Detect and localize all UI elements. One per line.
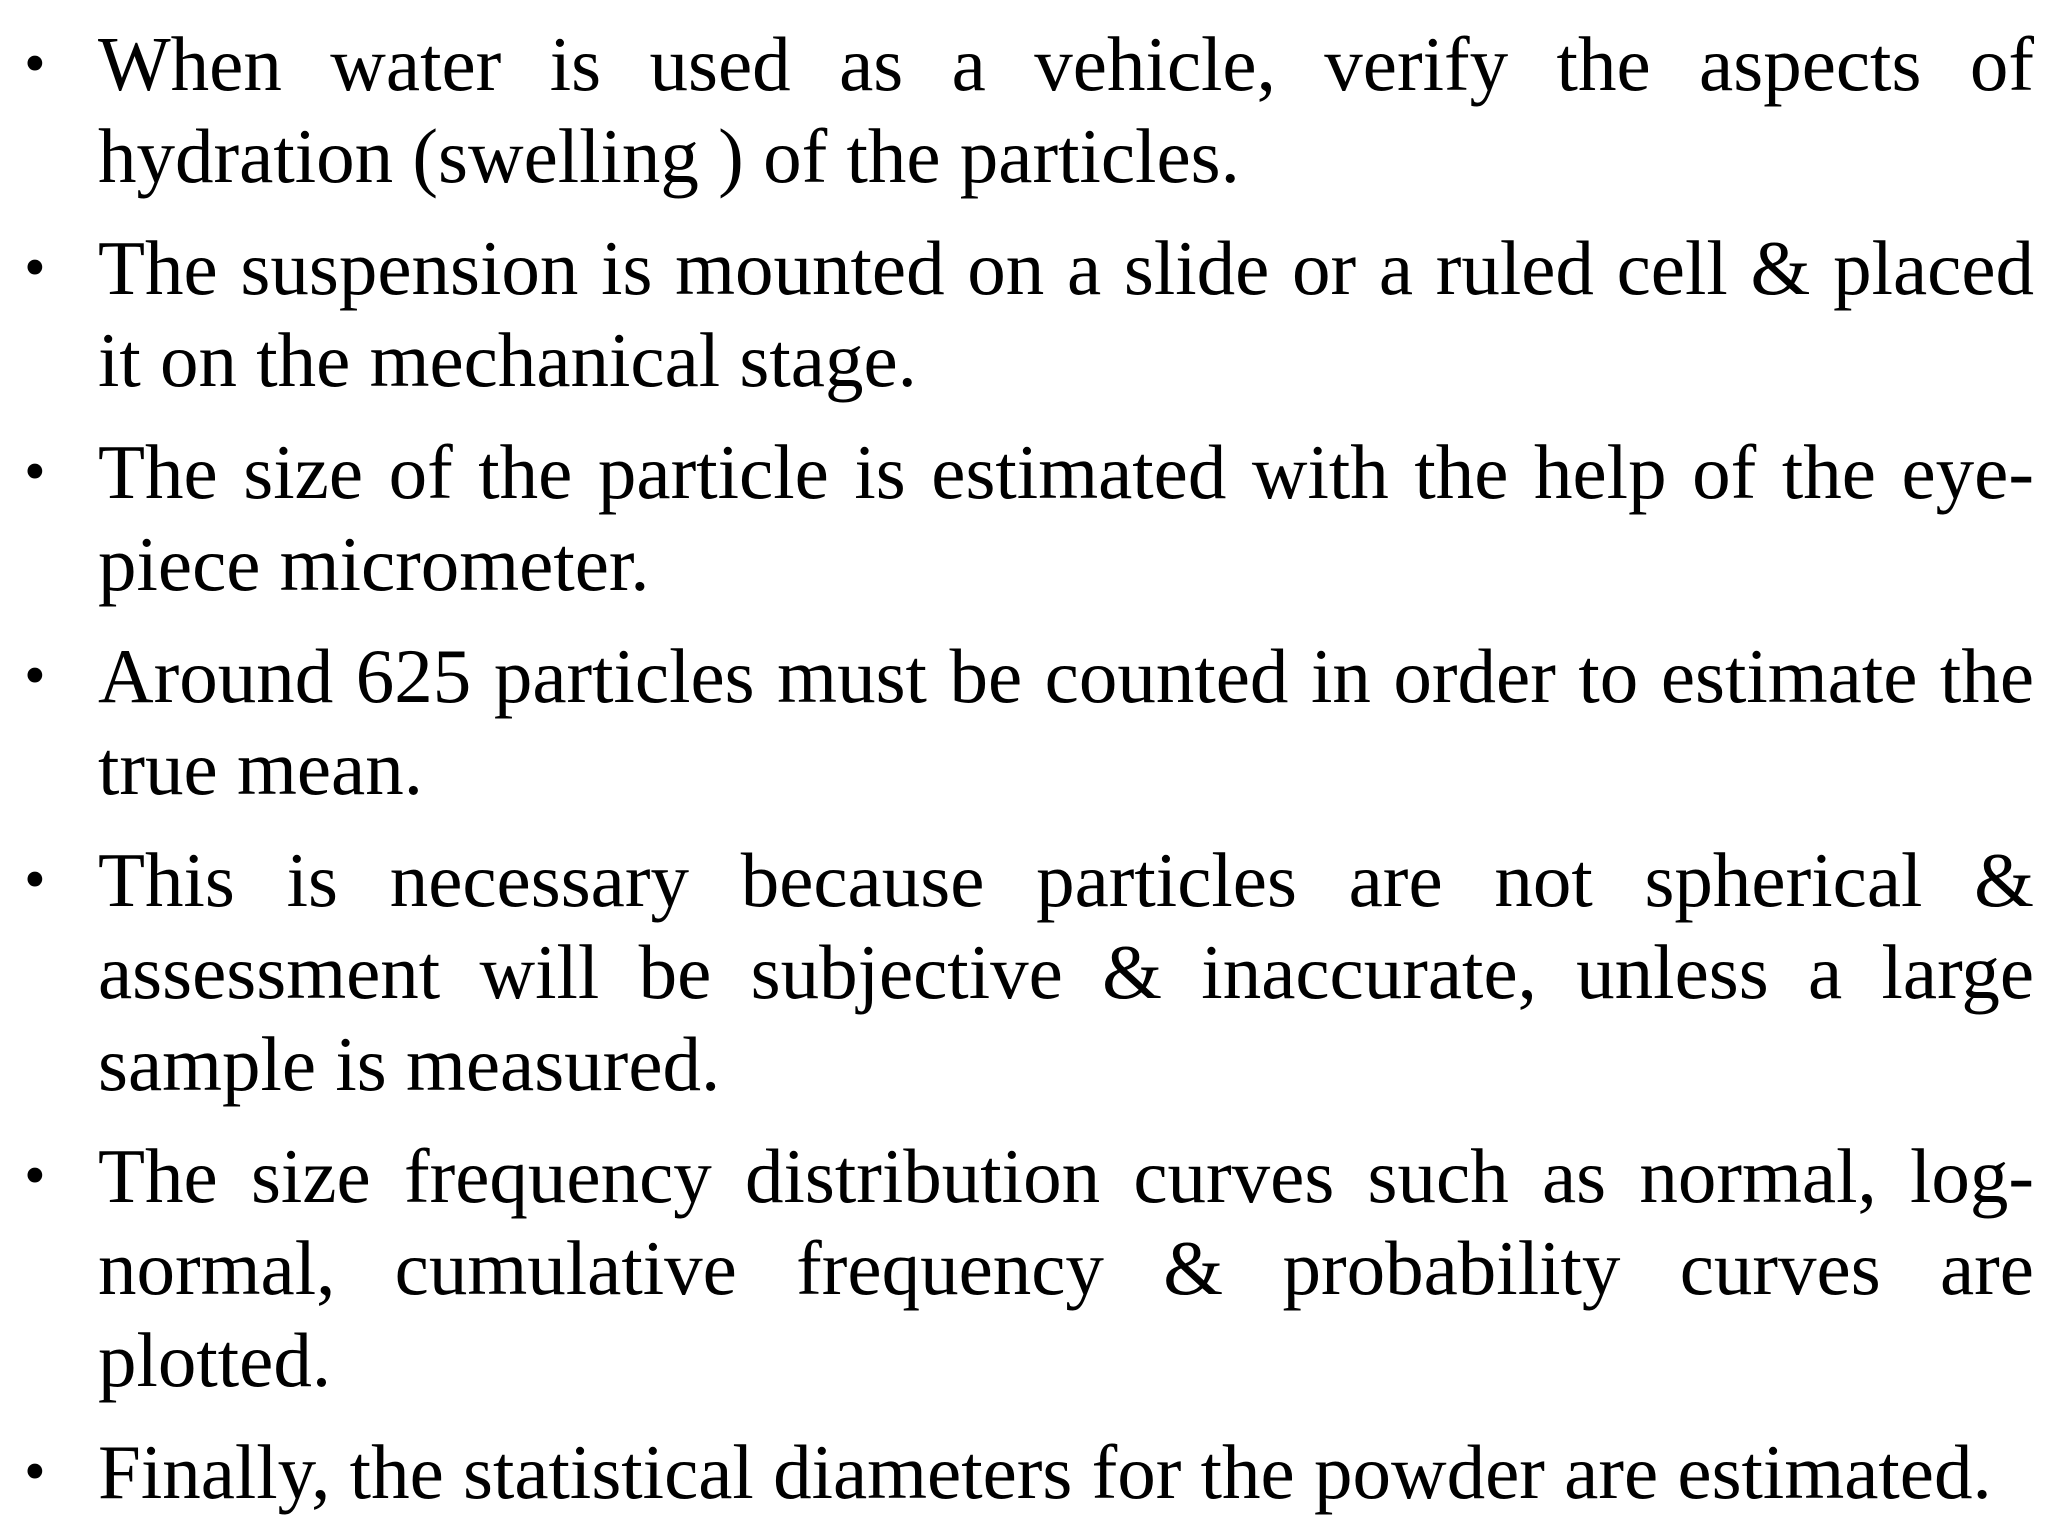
bullet-icon: •	[24, 846, 46, 914]
bullet-icon: •	[24, 234, 46, 302]
bullet-item	[24, 18, 2034, 202]
bullet-item	[24, 1130, 2034, 1406]
bullet-item	[24, 1426, 2034, 1518]
bullet-icon: •	[24, 1438, 46, 1506]
bullet-list	[24, 18, 2034, 1538]
bullet-icon: •	[24, 438, 46, 506]
bullet-item	[24, 426, 2034, 610]
bullet-text: When water is used as a vehicle, verify the aspects of hydration (swelling ) of the particles.	[98, 21, 2034, 199]
bullet-item	[24, 834, 2034, 1110]
bullet-item	[24, 630, 2034, 814]
bullet-icon: •	[24, 642, 46, 710]
bullet-icon: •	[24, 1142, 46, 1210]
bullet-text: The size of the particle is estimated with the help of the eye-piece micrometer.	[98, 429, 2034, 607]
bullet-text: Finally, the statistical diameters for the powder are estimated.	[98, 1429, 1992, 1515]
bullet-item	[24, 222, 2034, 406]
bullet-text: Around 625 particles must be counted in order to estimate the true mean.	[98, 633, 2034, 811]
bullet-text: The size frequency distribution curves such as normal, log-normal, cumulative frequency & probability curves are plotted.	[98, 1133, 2034, 1403]
bullet-icon: •	[24, 30, 46, 98]
bullet-text: This is necessary because particles are not spherical & assessment will be subjective & inaccurate, unless a large sample is measured.	[98, 837, 2034, 1107]
bullet-text: The suspension is mounted on a slide or a ruled cell & placed it on the mechanical stage.	[98, 225, 2034, 403]
